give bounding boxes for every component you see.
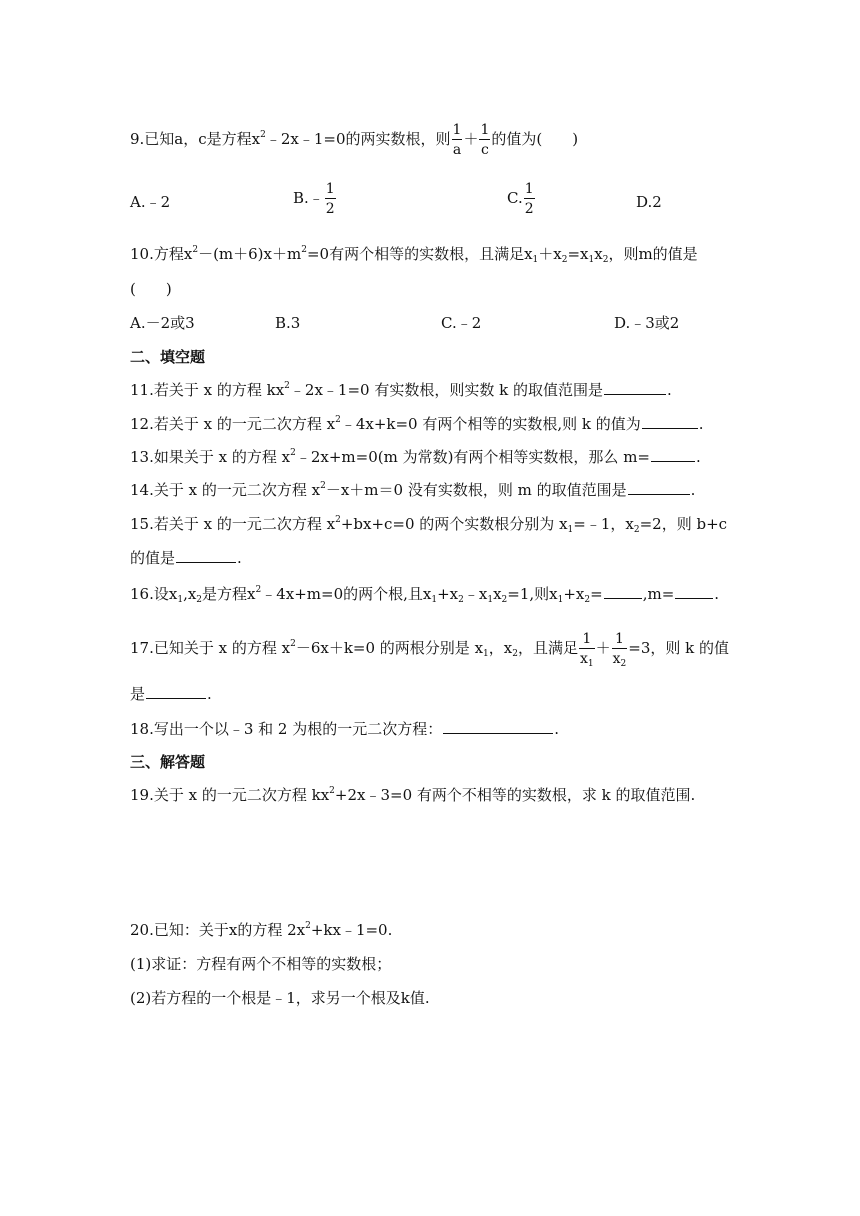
answer-blank[interactable] <box>651 447 695 462</box>
fraction-one-half: $\frac{1}{2}$ <box>325 181 335 217</box>
question-11: 11.若关于 x 的方程 $kx^2﹣2x﹣1=0$ 有实数根，则实数 k 的取值范围是 . <box>130 381 672 399</box>
question-10: 10.方程$x^2-(m+6)x+m^2=0$有两个相等的实数根，且满足$x_1+x_2=x_1x_2$，则m的值是 <box>130 245 698 265</box>
question-18: 18.写出一个以﹣3 和 2 为根的一元二次方程： . <box>130 720 560 738</box>
question-17: 17.已知关于 x 的方程 $x^2-6x+k=0$ 的两根分别是 $x_1$，$x_2$，且满足 $\frac{1}{x_1}$ ＋ $\frac{1}{x_2}$ =3，则 k 的值 <box>130 631 730 669</box>
q9-option-b: B.﹣ $\frac{1}{2}$ <box>293 181 335 217</box>
question-20: 20.已知：关于x的方程 $2x^2+kx﹣1=0$. <box>130 921 393 939</box>
question-16: 16.设$x_1,x_2$是方程$x^2﹣4x+m=0$的两个根,且$x_1+x_2﹣x_1x_2=1$,则$x_1+x_2= ,m=$ . <box>130 585 720 605</box>
section-heading-solutions: 三、解答题 <box>130 753 206 771</box>
question-17-line2: 是 . <box>130 685 212 703</box>
question-15-line2: 的值是 . <box>130 549 242 567</box>
answer-blank[interactable] <box>443 719 553 734</box>
answer-blank[interactable] <box>642 414 698 429</box>
answer-blank[interactable] <box>675 584 713 599</box>
answer-blank[interactable] <box>146 684 206 699</box>
question-20-part-1: (1)求证：方程有两个不相等的实数根； <box>130 955 392 973</box>
fraction-1-over-a: $\frac{1}{a}$ <box>452 122 462 158</box>
fraction-1-over-c: $\frac{1}{c}$ <box>480 122 490 158</box>
q9-option-d: D.2 <box>636 193 662 211</box>
question-14: 14.关于 x 的一元二次方程 $x^2-x+m=0$ 没有实数根，则 m 的取值范围是 . <box>130 481 696 499</box>
question-9: 9.已知a，c是方程$x^2﹣2x﹣1=0$的两实数根，则 $\frac{1}{a}$ ＋ $\frac{1}{c}$ 的值为( ) <box>130 122 579 158</box>
answer-blank[interactable] <box>604 380 666 395</box>
q10-option-c: C.﹣2 <box>441 314 482 332</box>
fraction-1-over-x1: $\frac{1}{x_1}$ <box>579 631 594 669</box>
question-13: 13.如果关于 x 的方程 $x^2﹣2x+m=0(m$ 为常数)有两个相等实数根，那么 m= . <box>130 448 701 466</box>
q9-option-a: A.﹣2 <box>130 193 171 211</box>
question-12: 12.若关于 x 的一元二次方程 $x^2﹣4x+k=0$ 有两个相等的实数根,则 k 的值为 . <box>130 415 704 433</box>
q10-option-b: B.3 <box>275 314 301 332</box>
fraction-one-half: $\frac{1}{2}$ <box>524 181 534 217</box>
answer-blank[interactable] <box>176 548 236 563</box>
question-15: 15.若关于 x 的一元二次方程 $x^2+bx+c=0$ 的两个实数根分别为 $x_1=﹣1$，$x_2=2$，则 b+c <box>130 515 728 535</box>
question-10-line2: ( ) <box>130 280 172 298</box>
question-20-part-2: (2)若方程的一个根是﹣1，求另一个根及k值. <box>130 989 430 1007</box>
q10-option-a: A.－2或3 <box>130 314 195 332</box>
section-heading-fill-in: 二、填空题 <box>130 348 206 366</box>
question-19: 19.关于 x 的一元二次方程 $kx^2+2x﹣3=0$ 有两个不相等的实数根，求 k 的取值范围. <box>130 786 696 804</box>
answer-blank[interactable] <box>628 480 690 495</box>
fraction-1-over-x2: $\frac{1}{x_2}$ <box>612 631 627 669</box>
answer-blank[interactable] <box>604 584 642 599</box>
q10-option-d: D.﹣3或2 <box>614 314 680 332</box>
q9-option-c: C. $\frac{1}{2}$ <box>507 181 534 217</box>
